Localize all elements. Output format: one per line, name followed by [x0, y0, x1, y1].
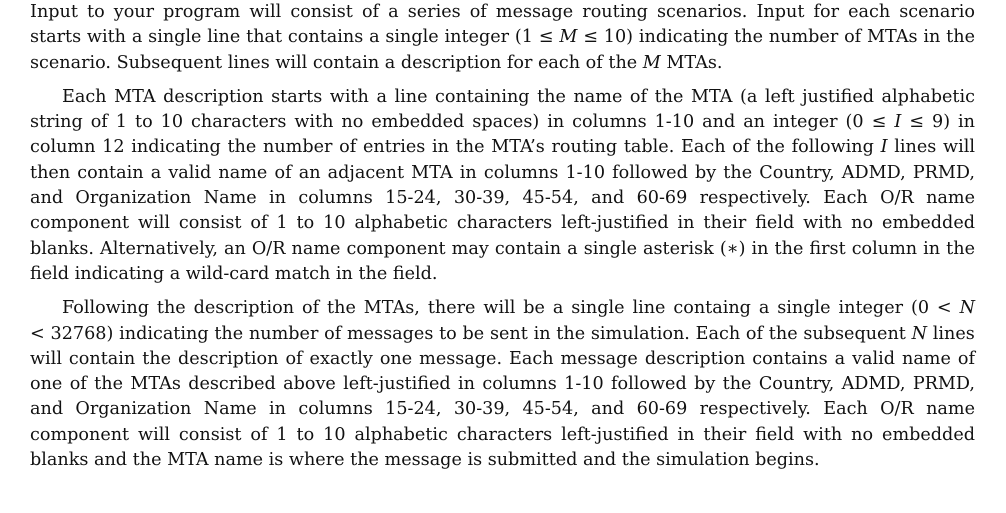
- math-variable: N: [911, 323, 928, 344]
- text-segment: ) indicating the number of MTAs in the scenario. Subsequent lines will contain a description for each of the: [30, 27, 975, 73]
- math-variable: M: [559, 27, 578, 48]
- paragraph-mta-description: [30, 85, 975, 287]
- math-segment: < 32768: [30, 323, 107, 344]
- math-variable: N: [959, 298, 976, 319]
- math-segment: 0 ≤: [852, 112, 895, 133]
- text-segment: ) in column 12 indicating the number of entries in the MTA’s routing table. Each of the following: [30, 112, 975, 158]
- math-segment: ≤ 9: [901, 112, 944, 133]
- text-segment: MTAs.: [660, 52, 723, 73]
- paragraph-input-format: [30, 0, 975, 76]
- text-segment: Each MTA description starts with a line containing the name of the MTA (a left justified alphabetic string of 1 to 10 characters with no embedded spaces) in columns 1-10 and an integer (: [30, 86, 975, 133]
- math-segment: ≤ 10: [577, 27, 627, 48]
- math-variable: I: [894, 112, 902, 133]
- text-segment: Following the description of the MTAs, there will be a single line containg a single integer (: [62, 298, 918, 319]
- text-segment: lines will then contain a valid name of an adjacent MTA in columns 1-10 followed by the Country, ADMD, PRMD, and Organization Name in columns 15-24, 30-39, 45-54, and 60-69 respectively. Each O/R name component will consist of 1 to 10 alphabetic characters left-justified in their field with no embedded blanks. Alternatively, an O/R name component may contain a single asterisk (∗) in the first column in the field indicating a wild-card match in the field.: [30, 137, 976, 284]
- document-body: [30, 0, 975, 473]
- text-segment: lines will contain the description of exactly one message. Each message description contains a valid name of one of the MTAs described above left-justified in columns 1-10 followed by the Country, ADMD, PRMD, and Organization Name in columns 15-24, 30-39, 45-54, and 60-69 respectively. Each O/R name component will consist of 1 to 10 alphabetic characters left-justified in their field with no embedded blanks and the MTA name is where the message is submitted and the simulation begins.: [30, 323, 975, 471]
- math-segment: 1 ≤: [521, 27, 560, 48]
- text-segment: ) indicating the number of messages to be sent in the simulation. Each of the subsequent: [106, 323, 912, 344]
- paragraph-message-description: [30, 296, 975, 473]
- math-variable: M: [642, 52, 661, 73]
- math-segment: 0 <: [917, 298, 960, 319]
- math-variable: I: [880, 137, 888, 158]
- text-segment: Input to your program will consist of a series of message routing scenarios. Input for each scenario starts with a single line that contains a single integer (: [30, 2, 975, 48]
